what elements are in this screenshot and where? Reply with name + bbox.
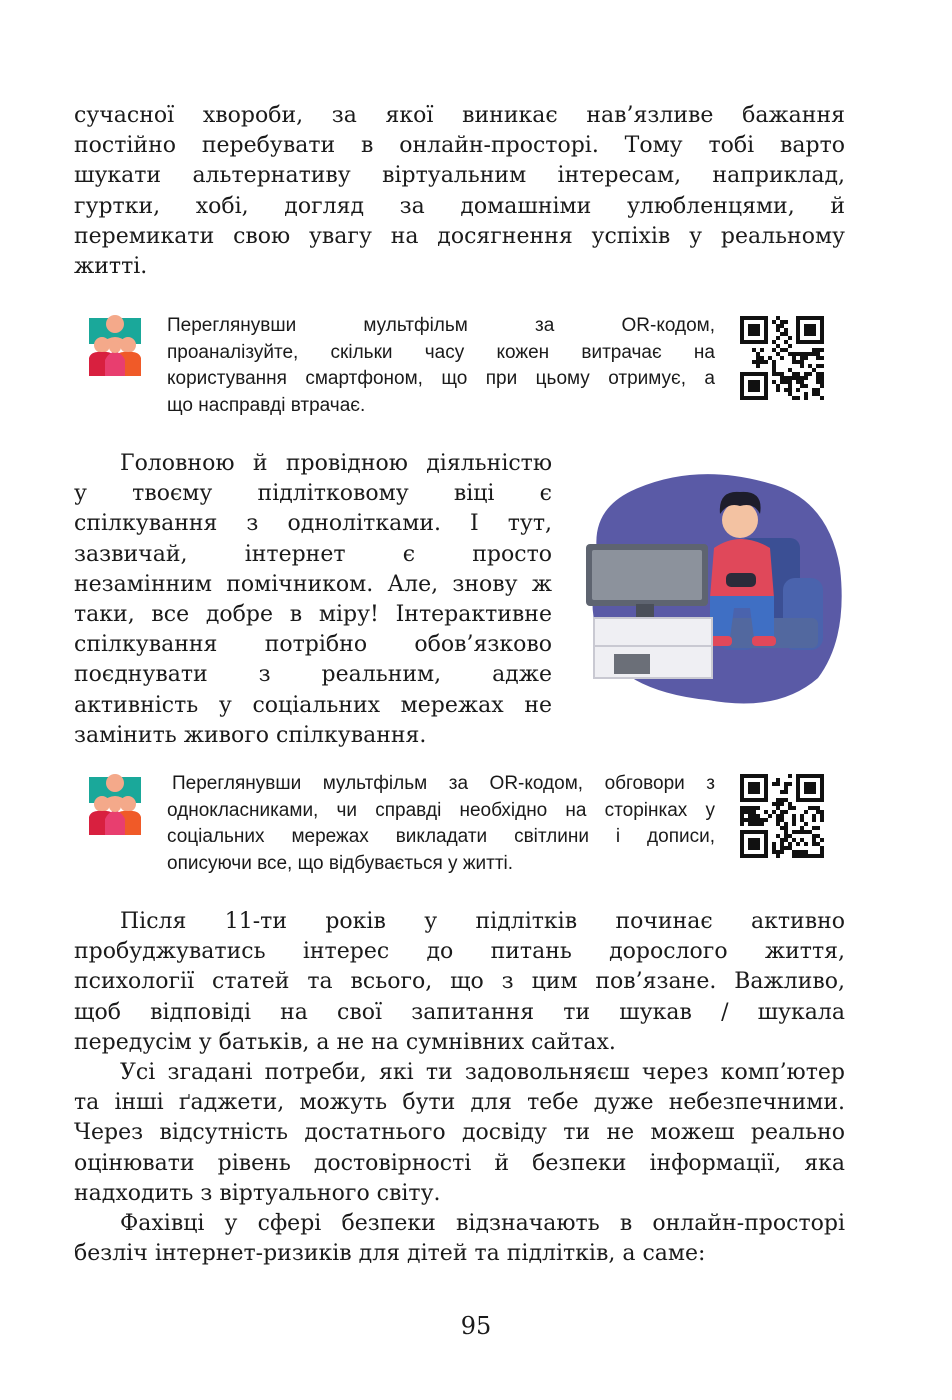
group-discussion-icon (89, 773, 141, 835)
paragraph-top (74, 101, 845, 282)
text-line: щоб відповіді на свої запитання ти шукав / шукала (74, 999, 845, 1025)
text-line: спілкування з однолітками. І тут, (74, 511, 552, 537)
text-line: постійно перебувати в онлайн-просторі. Тому тобі варто (74, 133, 845, 159)
paragraph-bottom-1 (74, 907, 845, 1058)
text-line: Після 11-ти років у підлітків починає активно (120, 909, 845, 934)
text-line: гуртки, хобі, догляд за домашніми улюбленцями, й (74, 193, 845, 219)
qr-code-icon (740, 316, 824, 400)
text-line: у твоєму підлітковому віці є (74, 481, 552, 507)
text-line: сучасної хвороби, за якої виникає нав’язливе бажання (74, 103, 845, 128)
qr-code-icon (740, 774, 824, 858)
text-line: передусім у батьків, а не на сумнівних сайтах. (74, 1029, 616, 1055)
text-line: Переглянувши мультфільм за OR-кодом, (167, 315, 715, 336)
text-line: Усі згадані потреби, які ти задовольняєш через комп’ютер (120, 1060, 845, 1085)
qr-code-2[interactable] (740, 774, 824, 858)
text-line: активність у соціальних мережах не (74, 692, 552, 718)
text-line: та інші ґаджети, можуть бути для тебе дуже небезпечними. (74, 1090, 845, 1116)
text-line: житті. (74, 254, 148, 280)
paragraph-middle (74, 449, 552, 751)
task-2-text (167, 771, 715, 877)
text-line: Головною й провідною діяльністю (120, 451, 552, 476)
qr-code-1[interactable] (740, 316, 824, 400)
text-line: шукати альтернативу віртуальним інтересам, наприклад, (74, 163, 845, 189)
text-line: однокласниками, чи справді необхідно на сторінках у (167, 799, 715, 821)
text-line: замінить живого спілкування. (74, 722, 427, 748)
paragraph-bottom-3 (74, 1209, 845, 1269)
text-line: перемикати свою увагу на досягнення успіхів у реальному (74, 223, 845, 249)
text-line: що насправді втрачає. (167, 394, 366, 416)
text-line: поєднувати з реальним, адже (74, 662, 552, 688)
page-number: 95 (460, 1312, 492, 1340)
text-line: незамінним помічником. Але, знову ж (74, 571, 552, 597)
task-1-text (167, 313, 715, 419)
text-line: описуючи все, що відбувається у житті. (167, 852, 514, 874)
text-line: Через відсутність достатнього досвіду ти не можеш реально (74, 1120, 845, 1146)
text-line: Фахівці у сфері безпеки відзначають в онлайн-просторі (120, 1211, 845, 1236)
text-line: Переглянувши мультфільм за OR-кодом, обговори з (172, 773, 715, 794)
text-line: таки, все добре в міру! Інтерактивне (74, 602, 552, 628)
text-line: соціальних мережах викладати світлини і дописи, (167, 826, 715, 847)
text-line: користування смартфоном, що при цьому отримує, а (167, 368, 715, 389)
paragraph-bottom-2 (74, 1058, 845, 1209)
text-line: пробуджуватись інтерес до питань дорослого життя, (74, 939, 845, 965)
teen-gaming-illustration (578, 468, 846, 708)
text-line: проаналізуйте, скільки часу кожен витрачає на (167, 341, 715, 363)
text-line: психології статей та всього, що з цим пов’язане. Важливо, (74, 969, 845, 995)
group-discussion-icon (89, 314, 141, 376)
text-line: безліч інтернет-ризиків для дітей та підлітків, а саме: (74, 1241, 706, 1267)
text-line: надходить з віртуального світу. (74, 1180, 441, 1206)
text-line: зазвичай, інтернет є просто (74, 541, 552, 567)
text-line: спілкування потрібно обов’язково (74, 632, 552, 658)
text-line: оцінювати рівень достовірності й безпеки інформації, яка (74, 1150, 845, 1176)
